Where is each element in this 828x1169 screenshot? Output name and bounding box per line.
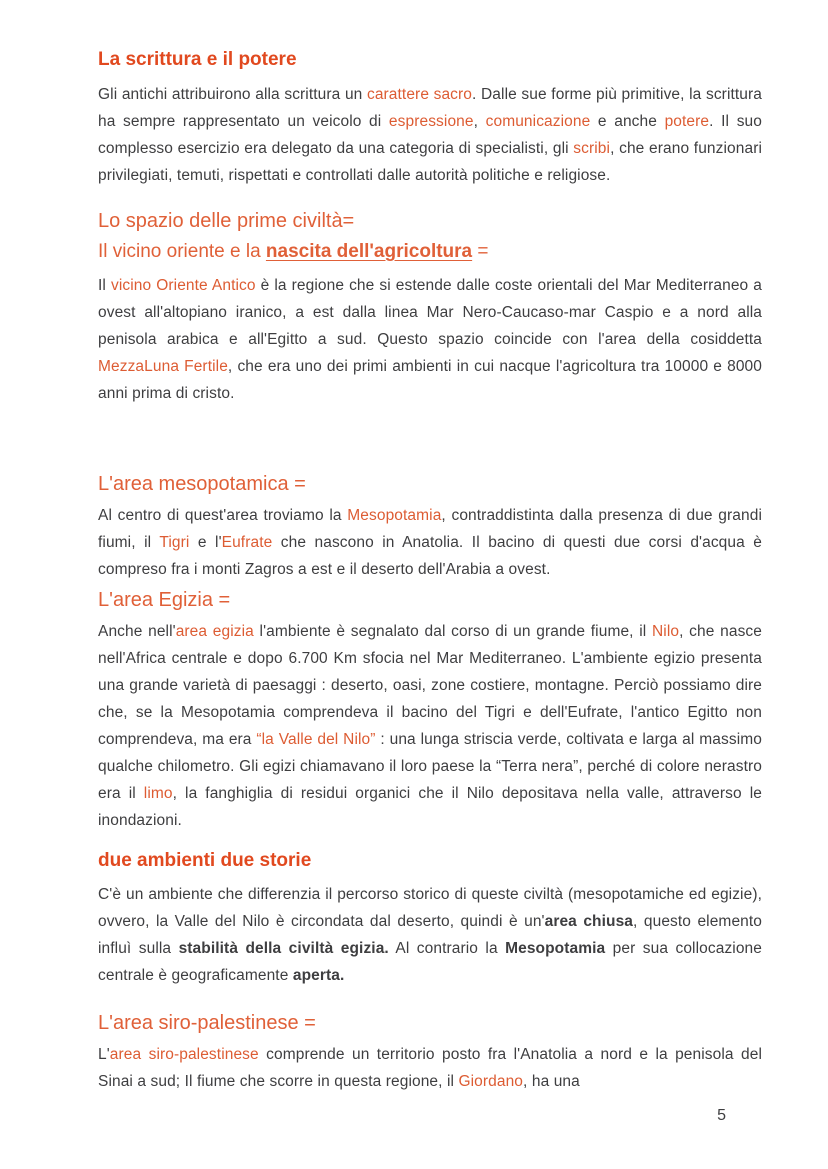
text-run: Il vicino oriente e la (98, 241, 266, 262)
text-run: , questo elemento influì sulla (98, 913, 763, 957)
heading-la-scrittura-e-il-potere (98, 48, 762, 72)
section-gap (98, 409, 762, 467)
text-run: , (473, 113, 486, 130)
text-run: L'area siro-palestinese = (98, 1012, 316, 1034)
text-run: Anche nell' (98, 623, 176, 640)
text-run: Eufrate (221, 534, 273, 551)
text-run: scribi (573, 140, 611, 157)
paragraph-area-mesopotamica (98, 502, 762, 583)
heading-area-mesopotamica (98, 471, 762, 497)
text-run: , che nasce nell'Africa centrale e dopo 6.700 Km sfocia nel Mar Mediterraneo. L'ambiente egizio presenta una grande varietà di paesaggi : deserto, oasi, zone costiere, montagne. Perciò possiamo dire che, se la Mesopotamia comprendeva il bacino del Tigri e dell'Eufrate, l'antico Egitto non comprendeva, ma era (98, 623, 762, 748)
text-run: La scrittura e il potere (98, 49, 297, 70)
text-run: due ambienti due storie (98, 850, 312, 871)
paragraph-due-ambienti (98, 881, 762, 989)
text-run: potere (664, 113, 710, 130)
text-run: stabilità della civiltà egizia. (178, 940, 389, 957)
text-run: area siro-palestinese (109, 1046, 259, 1063)
subheading-vicino-oriente-nascita-agricoltura (98, 239, 762, 265)
document-body (98, 48, 762, 1097)
text-run: nascita dell'agricoltura (265, 241, 473, 262)
page-number: 5 (717, 1107, 726, 1124)
text-run: che nascono in Anatolia. Il bacino di questi due corsi d'acqua è compreso fra i monti Zagros a est e il deserto dell'Arabia a ovest. (98, 534, 762, 578)
text-run: L'area Egizia = (98, 589, 231, 611)
text-run: : una lunga striscia verde, coltivata e larga al massimo qualche chilometro. Gli egizi chiamavano il loro paese la “Terra nera”, perché di colore nerastro era il (98, 731, 762, 802)
text-run: , che erano funzionari privilegiati, temuti, rispettati e controllati dalle autorità politiche e religiose. (98, 140, 762, 184)
text-run: , che era uno dei primi ambienti in cui nacque l'agricoltura tra 10000 e 8000 anni prima di cristo. (98, 358, 762, 402)
text-run: Il (98, 277, 111, 294)
text-run: Giordano (458, 1073, 524, 1090)
text-run: . Dalle sue forme più primitive, la scrittura ha sempre rappresentato un veicolo di (98, 86, 763, 130)
heading-due-ambienti-due-storie (98, 849, 762, 873)
text-run: Mesopotamia (347, 507, 442, 524)
text-run: limo (143, 785, 173, 802)
text-run: area chiusa (544, 913, 634, 930)
text-run: . Il suo complesso esercizio era delegato da una categoria di specialisti, gli (98, 113, 762, 157)
text-run: L'area mesopotamica = (98, 473, 306, 495)
text-run: Tigri (159, 534, 190, 551)
text-run: Nilo (652, 623, 680, 640)
heading-lo-spazio-delle-prime-civilta (98, 208, 762, 234)
text-run: , contraddistinta dalla presenza di due grandi fiumi, il (98, 507, 762, 551)
text-run: C'è un ambiente che differenzia il percorso storico di queste civiltà (mesopotamiche ed egizie), ovvero, la Valle del Nilo è circondata dal deserto, quindi è un' (98, 886, 762, 930)
text-run: Al centro di quest'area troviamo la (98, 507, 348, 524)
text-run: è la regione che si estende dalle coste orientali del Mar Mediterraneo a ovest all'altopiano iranico, a est dalla linea Mar Nero-Caucaso-mar Caspio e a nord alla penisola arabica e all'Egitto a sud. Questo spazio coincide con l'area della cosiddetta (98, 277, 762, 348)
text-run: comprende un territorio posto fra l'Anatolia a nord e la penisola del Sinai a sud; Il fiume che scorre in questa regione, il (98, 1046, 763, 1090)
text-run: MezzaLuna Fertile (98, 358, 228, 375)
heading-area-egizia (98, 587, 762, 613)
text-run: aperta. (292, 967, 345, 984)
text-run: espressione (388, 113, 474, 130)
text-run: “la Valle del Nilo” (256, 731, 376, 748)
text-run: vicino Oriente Antico (110, 277, 256, 294)
text-run: = (472, 241, 489, 262)
paragraph-area-egizia (98, 618, 762, 834)
text-run: area egizia (175, 623, 254, 640)
text-run: Gli antichi attribuirono alla scrittura un (98, 86, 367, 103)
heading-area-siro-palestinese (98, 1010, 762, 1036)
text-run: Al contrario la (388, 940, 506, 957)
paragraph-la-scrittura (98, 81, 762, 189)
text-run: e l' (189, 534, 222, 551)
text-run: Lo spazio delle prime civiltà= (98, 210, 355, 232)
text-run: Mesopotamia (505, 940, 606, 957)
text-run: per sua collocazione centrale è geograficamente (98, 940, 762, 984)
text-run: l'ambiente è segnalato dal corso di un grande fiume, il (253, 623, 652, 640)
text-run: e anche (590, 113, 665, 130)
text-run: comunicazione (485, 113, 591, 130)
paragraph-vicino-oriente (98, 272, 762, 407)
paragraph-area-siro-palestinese (98, 1041, 762, 1095)
text-run: , ha una (523, 1073, 580, 1090)
text-run: carattere sacro (366, 86, 473, 103)
text-run: L' (98, 1046, 110, 1063)
text-run: , la fanghiglia di residui organici che il Nilo depositava nella valle, attraverso le inondazioni. (98, 785, 762, 829)
